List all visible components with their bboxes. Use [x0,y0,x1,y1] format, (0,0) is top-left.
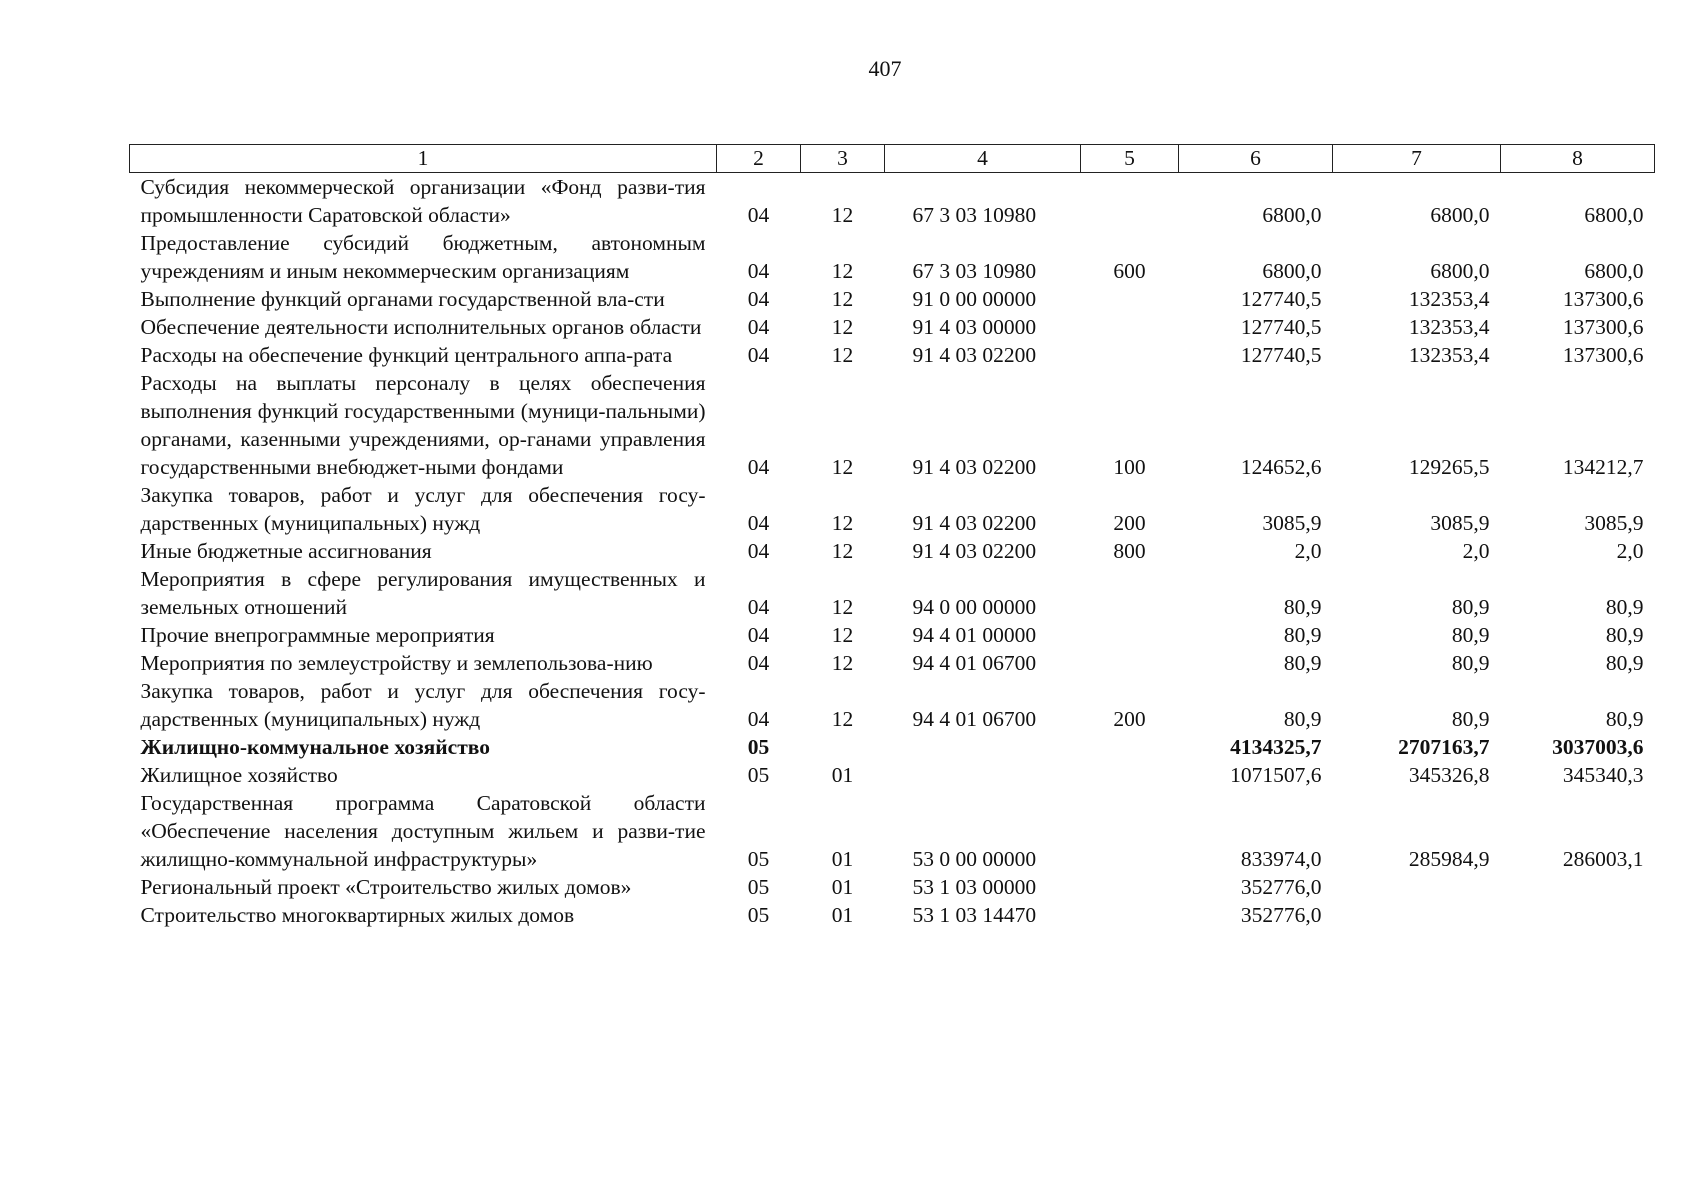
subsection-cell: 12 [831,259,854,283]
amount-2-cell: 80,9 [1451,707,1490,731]
section-cell: 04 [747,343,770,367]
section-cell: 05 [747,875,770,899]
header-cell-amount-2: 7 [1333,145,1501,173]
target-code-cell: 53 1 03 00000 [912,875,1037,899]
header-cell-section: 2 [717,145,801,173]
subsection-cell: 12 [831,511,854,535]
expense-type-cell [1081,761,1179,789]
expense-type-cell [1081,873,1179,901]
amount-3-cell: 2,0 [1616,539,1644,563]
amount-3-cell: 134212,7 [1562,455,1644,479]
header-cell-target-code: 4 [885,145,1081,173]
target-code-cell: 94 0 00 00000 [912,595,1037,619]
expense-type-cell [1081,621,1179,649]
table-row [130,901,1655,929]
table-row [130,565,1655,621]
section-cell: 05 [747,763,770,787]
amount-2-cell: 6800,0 [1430,203,1490,227]
expense-type-cell [1081,285,1179,313]
row-name-cell: Жилищно-коммунальное хозяйство [140,735,491,759]
amount-3-cell: 3037003,6 [1552,735,1644,759]
row-name-cell: Мероприятия по землеустройству и землепользова-нию [140,651,653,675]
header-cell-name: 1 [130,145,717,173]
subsection-cell: 12 [831,315,854,339]
page-number: 407 [868,56,902,81]
header-cell-subsection: 3 [801,145,885,173]
subsection-cell: 12 [831,707,854,731]
amount-1-cell: 6800,0 [1262,259,1322,283]
amount-2-cell [1333,901,1501,929]
table-row [130,481,1655,537]
table-row [130,537,1655,565]
subsection-cell: 12 [831,455,854,479]
table-row [130,369,1655,481]
expense-type-cell [1081,649,1179,677]
row-name-cell: Предоставление субсидий бюджетным, автономным учреждениям и иным некоммерческим организациям [140,231,706,283]
target-code-cell: 67 3 03 10980 [912,203,1037,227]
amount-1-cell: 80,9 [1283,707,1322,731]
amount-3-cell: 6800,0 [1584,259,1644,283]
section-cell: 04 [747,651,770,675]
amount-1-cell: 80,9 [1283,651,1322,675]
subsection-cell: 12 [831,287,854,311]
amount-3-cell: 345340,3 [1562,763,1644,787]
amount-1-cell: 124652,6 [1240,455,1322,479]
amount-2-cell: 3085,9 [1430,511,1490,535]
row-name-cell: Мероприятия в сфере регулирования имущественных и земельных отношений [140,567,706,619]
section-cell: 04 [747,511,770,535]
target-code-cell [885,733,1081,761]
section-cell: 04 [747,707,770,731]
header-cell-expense-type: 5 [1081,145,1179,173]
expense-type-cell: 600 [1113,259,1146,283]
target-code-cell: 91 4 03 02200 [912,511,1037,535]
amount-2-cell: 80,9 [1451,651,1490,675]
table-header [130,145,1655,173]
expense-type-cell: 200 [1113,707,1146,731]
section-cell: 04 [747,287,770,311]
subsection-cell: 12 [831,595,854,619]
amount-3-cell: 137300,6 [1562,287,1644,311]
expense-type-cell [1081,789,1179,873]
amount-1-cell: 127740,5 [1240,343,1322,367]
subsection-cell: 01 [831,847,854,871]
amount-2-cell: 132353,4 [1408,343,1490,367]
target-code-cell [885,761,1081,789]
section-cell: 04 [747,623,770,647]
amount-1-cell: 127740,5 [1240,315,1322,339]
amount-2-cell: 80,9 [1451,623,1490,647]
row-name-cell: Иные бюджетные ассигнования [140,539,432,563]
row-name-cell: Обеспечение деятельности исполнительных органов области [140,315,702,339]
amount-2-cell [1333,873,1501,901]
amount-1-cell: 80,9 [1283,595,1322,619]
section-cell: 04 [747,455,770,479]
subsection-cell: 01 [831,875,854,899]
table-row [130,873,1655,901]
expense-type-cell [1081,313,1179,341]
target-code-cell: 91 4 03 02200 [912,455,1037,479]
row-name-cell: Строительство многоквартирных жилых домов [140,903,575,927]
expense-type-cell [1081,565,1179,621]
amount-2-cell: 132353,4 [1408,315,1490,339]
section-cell: 05 [747,903,770,927]
amount-2-cell: 80,9 [1451,595,1490,619]
table-row [130,761,1655,789]
expense-type-cell: 200 [1113,511,1146,535]
target-code-cell: 94 4 01 06700 [912,707,1037,731]
row-name-cell: Закупка товаров, работ и услуг для обеспечения госу-дарственных (муниципальных) нужд [140,679,706,731]
amount-3-cell: 6800,0 [1584,203,1644,227]
amount-1-cell: 4134325,7 [1230,735,1322,759]
amount-1-cell: 80,9 [1283,623,1322,647]
amount-1-cell: 833974,0 [1240,847,1322,871]
table-row [130,173,1655,230]
amount-2-cell: 285984,9 [1408,847,1490,871]
target-code-cell: 94 4 01 00000 [912,623,1037,647]
amount-2-cell: 345326,8 [1408,763,1490,787]
section-cell: 04 [747,595,770,619]
table-row [130,649,1655,677]
expense-type-cell [1081,733,1179,761]
amount-3-cell: 3085,9 [1584,511,1644,535]
table-row [130,229,1655,285]
row-name-cell: Жилищное хозяйство [140,763,338,787]
target-code-cell: 91 4 03 00000 [912,315,1037,339]
budget-table [129,144,1655,929]
row-name-cell: Расходы на выплаты персоналу в целях обеспечения выполнения функций государственными (муници-пальными) органами, казенными учреждениями, ор-ганами управления государственными внебюджет-ными фондами [140,371,706,479]
target-code-cell: 91 4 03 02200 [912,539,1037,563]
row-name-cell: Расходы на обеспечение функций центрального аппа-рата [140,343,673,367]
section-cell: 04 [747,315,770,339]
target-code-cell: 91 4 03 02200 [912,343,1037,367]
amount-3-cell [1501,873,1655,901]
target-code-cell: 53 1 03 14470 [912,903,1037,927]
row-name-cell: Региональный проект «Строительство жилых домов» [140,875,632,899]
expense-type-cell: 800 [1113,539,1146,563]
expense-type-cell [1081,341,1179,369]
table-row [130,789,1655,873]
expense-type-cell: 100 [1113,455,1146,479]
subsection-cell: 01 [831,903,854,927]
target-code-cell: 67 3 03 10980 [912,259,1037,283]
target-code-cell: 91 0 00 00000 [912,287,1037,311]
section-cell: 05 [747,735,770,759]
subsection-cell: 01 [831,763,854,787]
table-row [130,313,1655,341]
amount-2-cell: 2707163,7 [1398,735,1490,759]
amount-1-cell: 127740,5 [1240,287,1322,311]
table-row [130,285,1655,313]
subsection-cell: 12 [831,623,854,647]
amount-2-cell: 6800,0 [1430,259,1490,283]
target-code-cell: 94 4 01 06700 [912,651,1037,675]
amount-1-cell: 2,0 [1294,539,1322,563]
header-cell-amount-3: 8 [1501,145,1655,173]
subsection-cell [801,733,885,761]
amount-1-cell: 352776,0 [1240,903,1322,927]
expense-type-cell [1081,901,1179,929]
table-row [130,341,1655,369]
section-cell: 04 [747,539,770,563]
header-row [130,145,1655,173]
amount-3-cell: 80,9 [1605,595,1644,619]
amount-1-cell: 1071507,6 [1230,763,1322,787]
amount-3-cell: 137300,6 [1562,343,1644,367]
amount-3-cell: 137300,6 [1562,315,1644,339]
amount-1-cell: 3085,9 [1262,511,1322,535]
table-row [130,621,1655,649]
section-cell: 05 [747,847,770,871]
amount-3-cell [1501,901,1655,929]
section-cell: 04 [747,203,770,227]
table-row [130,677,1655,733]
amount-2-cell: 2,0 [1462,539,1490,563]
row-name-cell: Субсидия некоммерческой организации «Фонд разви-тия промышленности Саратовской области» [140,175,706,227]
table-body [130,173,1655,930]
amount-2-cell: 129265,5 [1408,455,1490,479]
amount-1-cell: 352776,0 [1240,875,1322,899]
amount-3-cell: 80,9 [1605,707,1644,731]
amount-3-cell: 80,9 [1605,623,1644,647]
amount-3-cell: 286003,1 [1562,847,1644,871]
subsection-cell: 12 [831,343,854,367]
row-name-cell: Выполнение функций органами государственной вла-сти [140,287,665,311]
subsection-cell: 12 [831,651,854,675]
target-code-cell: 53 0 00 00000 [912,847,1037,871]
amount-3-cell: 80,9 [1605,651,1644,675]
subsection-cell: 12 [831,539,854,563]
amount-2-cell: 132353,4 [1408,287,1490,311]
subsection-cell: 12 [831,203,854,227]
expense-type-cell [1081,173,1179,230]
row-name-cell: Закупка товаров, работ и услуг для обеспечения госу-дарственных (муниципальных) нужд [140,483,706,535]
row-name-cell: Государственная программа Саратовской области «Обеспечение населения доступным жильем и разви-тие жилищно-коммунальной инфраструктуры» [140,791,706,871]
amount-1-cell: 6800,0 [1262,203,1322,227]
row-name-cell: Прочие внепрограммные мероприятия [140,623,495,647]
header-cell-amount-1: 6 [1179,145,1333,173]
section-cell: 04 [747,259,770,283]
table-row [130,733,1655,761]
